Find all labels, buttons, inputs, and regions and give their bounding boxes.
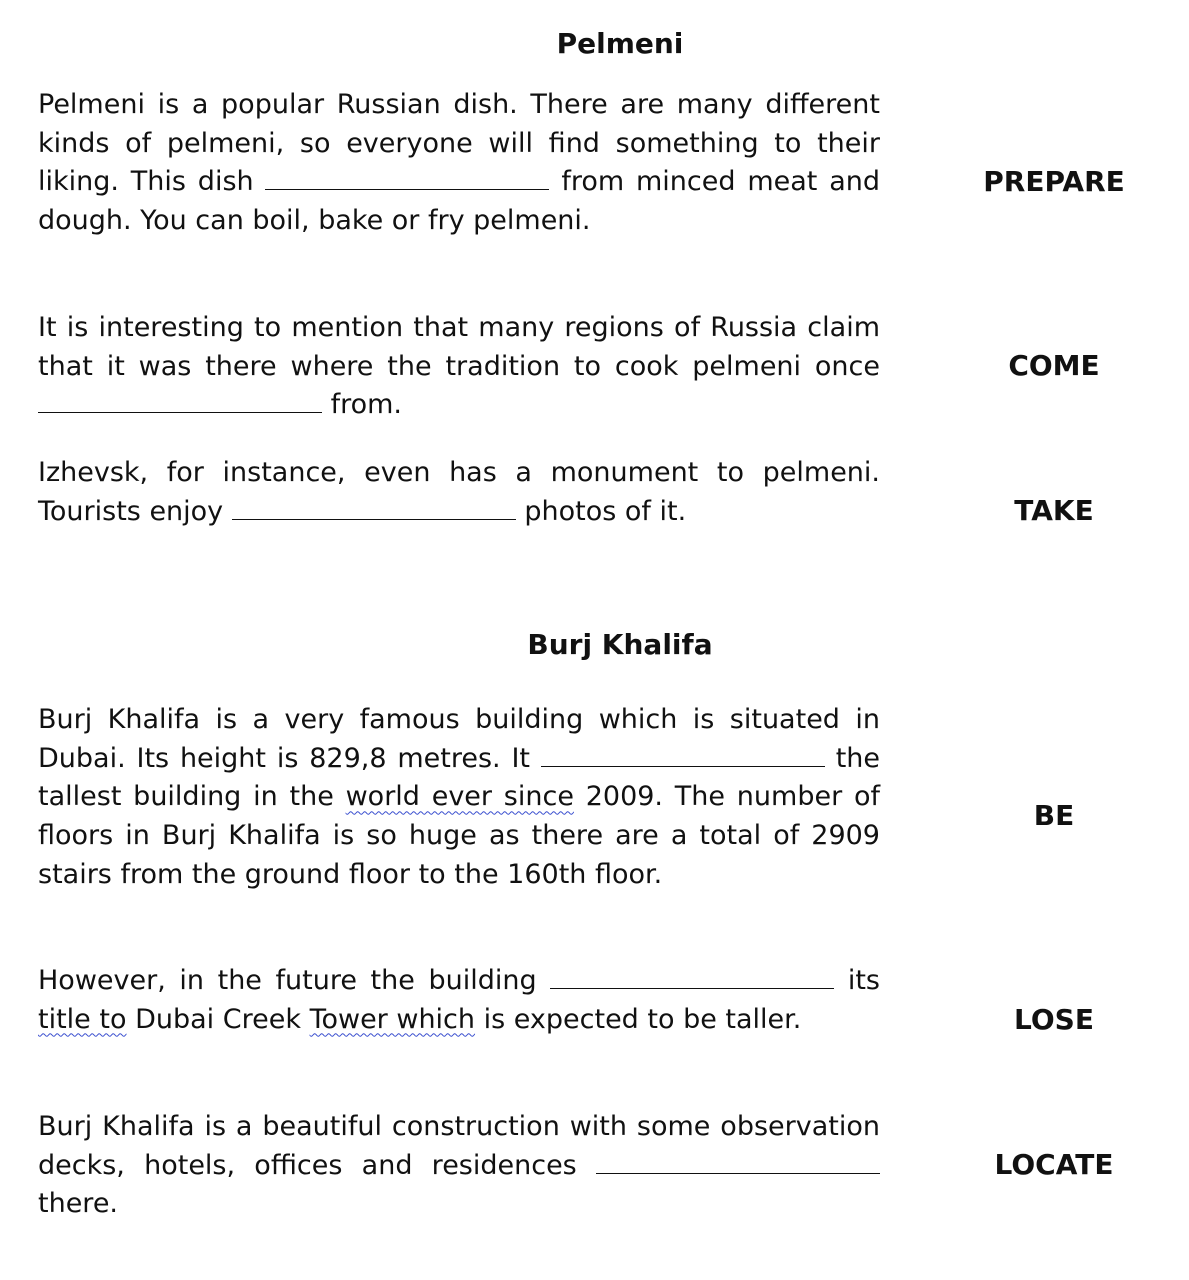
keyword-take: TAKE [1014,494,1094,527]
answer-blank-come[interactable] [38,390,322,413]
spellcheck-squiggle: Tower which [309,1003,476,1035]
section-title-pelmeni: Pelmeni [556,27,684,60]
answer-blank-take[interactable] [232,497,516,520]
keyword-lose: LOSE [1014,1003,1094,1036]
keyword-come: COME [1008,349,1100,382]
answer-blank-locate[interactable] [596,1151,880,1174]
paragraph-text-after: Dubai Creek [135,1003,301,1035]
paragraph-text-before: Pelmeni is a popular Russian dish. There are many different kinds of pelmeni, so everyone will find something to their liking. This dish [38,89,880,198]
paragraph-locate [38,1108,880,1224]
paragraph-be [38,701,880,895]
paragraph-text-after: is expected to be taller. [483,1003,802,1035]
paragraph-text-before: Burj Khalifa is a very famous building which is situated in Dubai. Its height is 829,8 metres. It [38,704,880,774]
paragraph-come [38,309,880,425]
spellcheck-squiggle: title to [38,1003,127,1035]
keyword-locate: LOCATE [994,1148,1114,1181]
paragraph-text-after: photos of it. [524,495,687,527]
paragraph-lose [38,962,880,1039]
paragraph-take [38,454,880,531]
paragraph-prepare [38,86,880,241]
keyword-be: BE [1033,799,1075,832]
paragraph-text-before: It is interesting to mention that many regions of Russia claim that it was there where the tradition to cook pelmeni once [38,312,880,382]
paragraph-text-before: However, in the future the building [38,965,537,996]
answer-blank-lose[interactable] [550,966,834,989]
paragraph-text-after: from. [330,389,403,421]
paragraph-text-after: from minced meat and dough. You can boil, bake or fry pelmeni. [38,166,881,237]
paragraph-text-after: there. [38,1188,119,1220]
answer-blank-be[interactable] [541,744,825,767]
paragraph-text-after: 2009. The number of floors in Burj Khalifa is so huge as there are a total of 2909 stairs from the ground floor to the 160th floor. [38,781,880,890]
spellcheck-squiggle: world ever since [345,781,574,813]
keyword-prepare: PREPARE [983,165,1125,198]
paragraph-text-before: Izhevsk, for instance, even has a monument to pelmeni. Tourists enjoy [38,457,880,527]
paragraph-text-after: its [847,965,880,996]
section-title-burj-khalifa: Burj Khalifa [527,628,713,661]
paragraph-text-after: the tallest building in the [38,742,881,813]
answer-blank-prepare[interactable] [265,167,549,190]
paragraph-text-before: Burj Khalifa is a beautiful construction with some observation decks, hotels, offices and residences [38,1111,880,1181]
